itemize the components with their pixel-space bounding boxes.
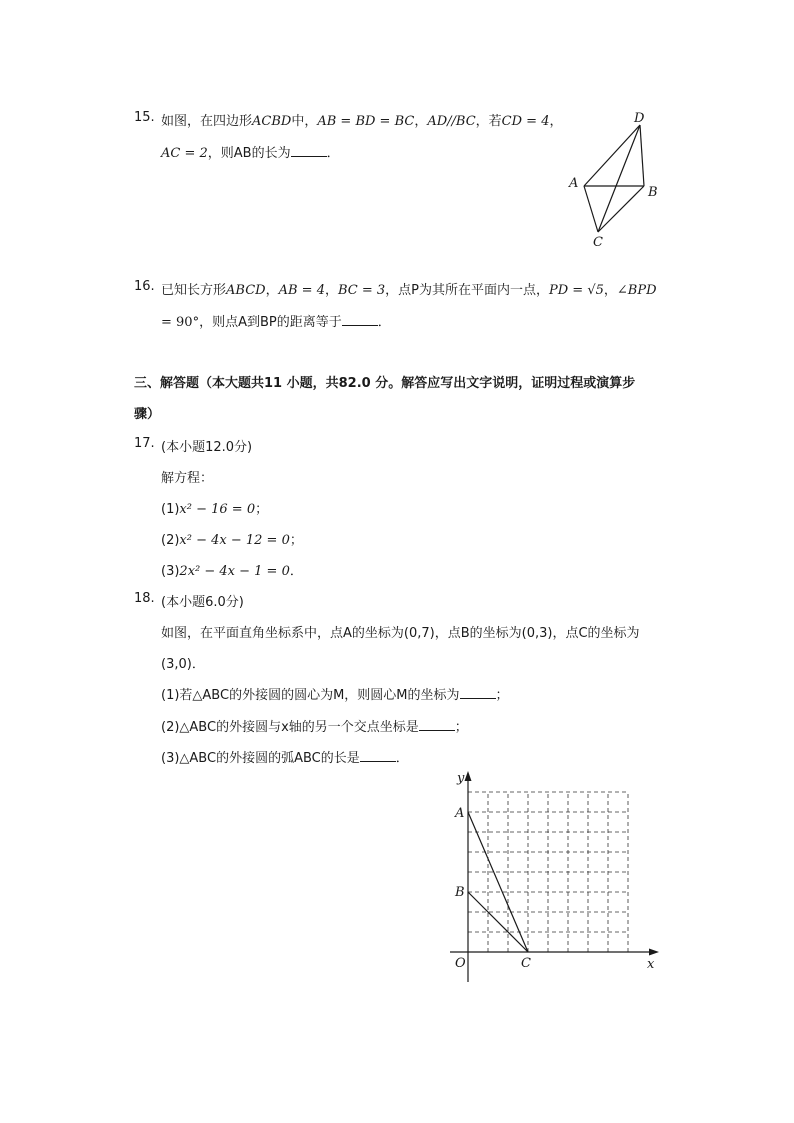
q16-text: 已知长方形 [161, 283, 227, 298]
eq-end: ． [289, 564, 303, 579]
q16-bc: BC = 3 [337, 283, 386, 298]
eq-label: (1) [161, 502, 180, 517]
q15-text: ，则AB的长为 [207, 146, 291, 161]
q16-angle: ∠BPD [616, 283, 657, 298]
q18-line1: 如图，在平面直角坐标系中，点A的坐标为(0,7)，点B的坐标为(0,3)，点C的坐标为 [161, 626, 640, 641]
part-text: (2)△ABC的外接圆与x轴的另一个交点坐标是 [161, 720, 419, 735]
q18-part1 [161, 684, 509, 703]
q15-text: ， [414, 114, 428, 129]
equation: x² − 4x − 12 = 0 [179, 533, 290, 548]
q15-cd: CD = 4 [501, 114, 550, 129]
q15-text: ，若 [475, 114, 502, 129]
label-c: C [593, 235, 603, 250]
q17-score: (本小题12.0分) [161, 440, 253, 455]
q17-eq3 [161, 560, 303, 579]
q16-text: ． [377, 315, 391, 330]
equation: x² − 16 = 0 [179, 502, 256, 517]
equation: 2x² − 4x − 1 = 0 [179, 564, 290, 579]
q16-text: ， [324, 283, 338, 298]
q16-number: 16. [134, 279, 155, 294]
q16-eq: = 90° [161, 315, 200, 330]
q18-score: (本小题6.0分) [161, 595, 244, 610]
q18-number: 18. [134, 591, 155, 606]
q15-number: 15. [134, 110, 155, 125]
segment-ac [584, 186, 598, 232]
label-a: A [455, 806, 465, 821]
label-y: y [457, 771, 465, 786]
q15-line2 [161, 142, 340, 161]
q16-line2 [161, 311, 391, 330]
q15-ac: AC = 2 [161, 146, 208, 161]
q16-ab: AB = 4 [278, 283, 325, 298]
q15-parallel: AD//BC [427, 114, 476, 129]
q15-line1 [161, 110, 563, 129]
q15-text: ． [326, 146, 340, 161]
q16-pd: PD = √5 [549, 283, 604, 298]
q18-line2: (3,0)． [161, 657, 205, 672]
label-x: x [647, 957, 655, 972]
q17-prompt: 解方程： [161, 471, 214, 486]
part-text: (3)△ABC的外接圆的弧ABC的长是 [161, 751, 360, 766]
eq-label: (3) [161, 564, 180, 579]
grid [468, 792, 628, 952]
q15-text: 如图，在四边形 [161, 114, 253, 129]
q15-quad: ACBD [252, 114, 292, 129]
q16-text: ， [603, 283, 617, 298]
q17-eq2 [161, 529, 303, 548]
eq-end: ； [255, 502, 269, 517]
q16-text: ，则点A到BP的距离等于 [199, 315, 342, 330]
section-heading: 三、解答题（本大题共11 小题，共82.0 分。解答应写出文字说明，证明过程或演算步 [134, 376, 636, 391]
part-text: (1)若△ABC的外接圆的圆心为M，则圆心M的坐标为 [161, 688, 460, 703]
eq-label: (2) [161, 533, 180, 548]
segment-db [640, 125, 644, 186]
q15-text: ， [549, 114, 563, 129]
segment-bc [598, 186, 644, 232]
segment-bc [468, 892, 528, 952]
label-a: A [569, 176, 579, 191]
q17-eq1 [161, 498, 268, 517]
label-d: D [634, 111, 645, 126]
q16-rect: ABCD [226, 283, 266, 298]
q18-part3 [161, 747, 409, 766]
q16-text: ，点P为其所在平面内一点， [385, 283, 549, 298]
answer-blank[interactable] [291, 144, 327, 157]
answer-blank[interactable] [460, 686, 496, 699]
part-end: ； [454, 720, 468, 735]
q18-part2 [161, 716, 468, 735]
q18-figure [440, 768, 670, 988]
label-origin: O [455, 956, 466, 971]
segment-ac [468, 812, 528, 952]
answer-blank[interactable] [342, 313, 378, 326]
part-end: ； [495, 688, 509, 703]
q15-text: 中， [291, 114, 318, 129]
part-end: ． [395, 751, 409, 766]
q16-text: ， [265, 283, 279, 298]
label-c: C [521, 956, 531, 971]
segment-da [584, 125, 640, 186]
q17-number: 17. [134, 436, 155, 451]
section-heading-cont: 骤） [134, 407, 161, 422]
x-axis-arrow [649, 949, 659, 956]
segment-dc [598, 125, 640, 232]
y-axis-arrow [465, 771, 472, 781]
q15-equality: AB = BD = BC [317, 114, 415, 129]
label-b: B [455, 885, 465, 900]
answer-blank[interactable] [419, 718, 455, 731]
eq-end: ； [289, 533, 303, 548]
q16-line1 [161, 279, 657, 298]
q15-figure [560, 108, 670, 253]
answer-blank[interactable] [360, 749, 396, 762]
label-b: B [648, 185, 658, 200]
